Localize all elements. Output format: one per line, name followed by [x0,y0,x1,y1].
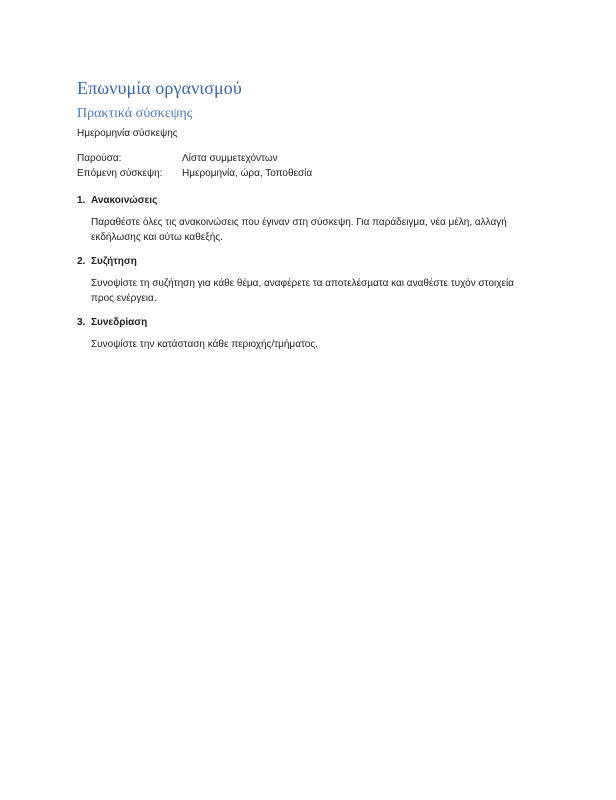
section-session [77,317,537,352]
section-title: Συζήτηση [91,256,137,267]
meeting-date: Ημερομηνία σύσκεψης [77,128,178,139]
next-meeting-row [77,168,312,183]
document-title: Πρακτικά σύσκεψης [77,106,193,121]
section-number: 1. [77,195,86,206]
attendees-row [77,153,312,168]
section-heading [77,317,537,328]
section-title: Συνεδρίαση [91,317,148,328]
organization-name: Επωνυμία οργανισμού [77,78,242,98]
section-body: Παραθέστε όλες τις ανακοινώσεις που έγιναν στη σύσκεψη. Για παράδειγμα, νέα μέλη, αλλαγή εκδήλωσης και ούτω καθεξής. [91,217,507,243]
attendees-value: Λίστα συμμετεχόντων [182,153,278,164]
section-discussion [77,256,537,306]
meeting-info-table [77,153,312,183]
section-heading [77,256,537,267]
next-meeting-value: Ημερομηνία, ώρα, Τοποθεσία [182,168,313,179]
next-meeting-label: Επόμενη σύσκεψη: [77,168,163,179]
section-title: Ανακοινώσεις [91,195,158,206]
attendees-label: Παρούσα: [77,153,122,164]
section-body: Συνοψίστε τη συζήτηση για κάθε θέμα, αναφέρετε τα αποτελέσματα και αναθέστε τυχόν στοιχεία προς ενέργεια. [91,278,514,304]
section-number: 2. [77,256,86,267]
section-number: 3. [77,317,86,328]
section-body: Συνοψίστε την κατάσταση κάθε περιοχής/τμήματος. [91,339,318,350]
section-announcements [77,195,537,245]
section-heading [77,195,537,206]
